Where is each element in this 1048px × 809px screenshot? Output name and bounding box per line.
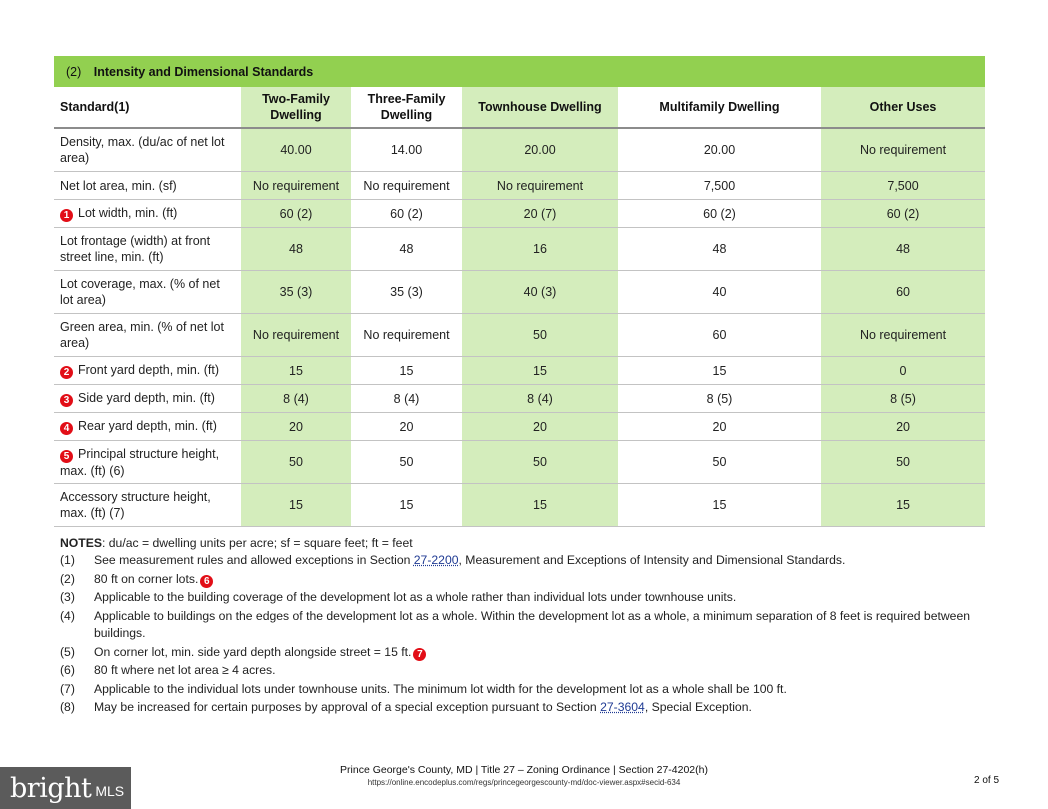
value-cell: 7,500 bbox=[821, 172, 985, 200]
note-label: (7) bbox=[60, 681, 75, 696]
marker-badge-icon: 2 bbox=[60, 366, 73, 379]
table-row bbox=[54, 200, 985, 228]
value-cell: 40.00 bbox=[241, 128, 351, 172]
footer-url[interactable]: https://online.encodeplus.com/regs/princegeorgescounty-md/doc-viewer.aspx#secid-634 bbox=[367, 778, 681, 787]
note-text: On corner lot, min. side yard depth alongside street = 15 ft. bbox=[94, 644, 412, 659]
note-label: (8) bbox=[60, 700, 75, 714]
value-cell: 8 (4) bbox=[462, 385, 618, 413]
table-row bbox=[54, 128, 985, 172]
value-cell: 50 bbox=[241, 441, 351, 484]
marker-badge-icon: 6 bbox=[200, 575, 213, 588]
value-cell: 8 (4) bbox=[351, 385, 462, 413]
value-cell: No requirement bbox=[821, 314, 985, 357]
value-cell: No requirement bbox=[351, 314, 462, 357]
value-cell: 40 bbox=[618, 271, 821, 314]
note-text: Applicable to buildings on the edges of the development lot as a whole. Within the development lot as a whole, a minimum separation of 8 feet is required between buildings. bbox=[94, 608, 970, 640]
value-cell: 20 bbox=[241, 413, 351, 441]
note-label: (2) bbox=[60, 571, 75, 586]
note-item bbox=[60, 571, 990, 589]
note-text-after: , Special Exception. bbox=[644, 700, 752, 714]
standard-cell bbox=[54, 172, 241, 200]
value-cell: 8 (5) bbox=[618, 385, 821, 413]
value-cell: 35 (3) bbox=[351, 271, 462, 314]
value-cell: 20 bbox=[821, 413, 985, 441]
section-title: Intensity and Dimensional Standards bbox=[93, 64, 314, 79]
notes-heading: NOTES bbox=[60, 536, 102, 550]
brightmls-watermark bbox=[0, 767, 131, 809]
value-cell: 15 bbox=[618, 484, 821, 527]
watermark-suffix: MLS bbox=[95, 782, 125, 799]
value-cell: 15 bbox=[241, 484, 351, 527]
standard-cell bbox=[54, 271, 241, 314]
standard-cell bbox=[54, 413, 241, 441]
value-cell: 60 (2) bbox=[618, 200, 821, 228]
value-cell: 15 bbox=[618, 357, 821, 385]
note-item bbox=[60, 681, 990, 699]
value-cell: 50 bbox=[462, 441, 618, 484]
table-row bbox=[54, 314, 985, 357]
standard-label: Lot frontage (width) at front street line, min. (ft) bbox=[60, 234, 211, 264]
value-cell: 50 bbox=[351, 441, 462, 484]
table-row bbox=[54, 357, 985, 385]
value-cell: 20 bbox=[618, 413, 821, 441]
note-item bbox=[60, 552, 990, 570]
watermark-brand: bright bbox=[10, 772, 92, 804]
marker-badge-icon: 5 bbox=[60, 450, 73, 463]
value-cell: No requirement bbox=[462, 172, 618, 200]
value-cell: 8 (4) bbox=[241, 385, 351, 413]
section-number: (2) bbox=[66, 64, 82, 79]
standard-label: Lot width, min. (ft) bbox=[78, 206, 178, 220]
note-text: See measurement rules and allowed exceptions in Section bbox=[94, 553, 414, 567]
note-text: 80 ft on corner lots. bbox=[94, 571, 199, 586]
standard-cell bbox=[54, 200, 241, 228]
column-header-standard: Standard(1) bbox=[54, 87, 241, 128]
value-cell: 60 (2) bbox=[351, 200, 462, 228]
standard-cell bbox=[54, 314, 241, 357]
note-item bbox=[60, 608, 990, 643]
notes-heading-text: : du/ac = dwelling units per acre; sf = square feet; ft = feet bbox=[101, 536, 413, 550]
value-cell: 15 bbox=[462, 357, 618, 385]
value-cell: 48 bbox=[241, 228, 351, 271]
value-cell: 48 bbox=[821, 228, 985, 271]
value-cell: 15 bbox=[351, 357, 462, 385]
value-cell: No requirement bbox=[351, 172, 462, 200]
section-link[interactable]: 27-3604 bbox=[600, 700, 645, 714]
footer-title: Prince George's County, MD | Title 27 – Zoning Ordinance | Section 27-4202(h) bbox=[340, 764, 708, 776]
value-cell: 60 bbox=[618, 314, 821, 357]
value-cell: 20 (7) bbox=[462, 200, 618, 228]
standard-label: Front yard depth, min. (ft) bbox=[78, 363, 220, 377]
value-cell: 20.00 bbox=[462, 128, 618, 172]
note-text-after: , Measurement and Exceptions of Intensity and Dimensional Standards. bbox=[458, 553, 846, 567]
value-cell: 14.00 bbox=[351, 128, 462, 172]
standard-cell bbox=[54, 441, 241, 484]
column-header-two-family: Two-Family Dwelling bbox=[241, 87, 351, 128]
standard-cell bbox=[54, 484, 241, 527]
column-header-multifamily: Multifamily Dwelling bbox=[618, 87, 821, 128]
table-row bbox=[54, 484, 985, 527]
marker-badge-icon: 1 bbox=[60, 209, 73, 222]
standard-cell bbox=[54, 228, 241, 271]
value-cell: 8 (5) bbox=[821, 385, 985, 413]
value-cell: 60 (2) bbox=[821, 200, 985, 228]
value-cell: 15 bbox=[351, 484, 462, 527]
section-link[interactable]: 27-2200 bbox=[413, 553, 459, 567]
value-cell: 50 bbox=[462, 314, 618, 357]
value-cell: 50 bbox=[821, 441, 985, 484]
standard-label: Lot coverage, max. (% of net lot area) bbox=[60, 277, 220, 307]
standard-cell bbox=[54, 357, 241, 385]
value-cell: 60 bbox=[821, 271, 985, 314]
table-row bbox=[54, 413, 985, 441]
standard-label: Green area, min. (% of net lot area) bbox=[60, 320, 224, 350]
value-cell: 35 (3) bbox=[241, 271, 351, 314]
note-text: Applicable to the building coverage of the development lot as a whole rather than individual lots under townhouse units. bbox=[94, 590, 737, 604]
note-label: (4) bbox=[60, 608, 75, 623]
note-text: May be increased for certain purposes by approval of a special exception pursuant to Section bbox=[94, 700, 601, 714]
notes-list bbox=[60, 552, 990, 717]
note-item bbox=[60, 589, 990, 607]
column-header-three-family: Three-Family Dwelling bbox=[351, 87, 462, 128]
value-cell: 20 bbox=[462, 413, 618, 441]
table-banner bbox=[54, 56, 985, 87]
value-cell: 48 bbox=[618, 228, 821, 271]
note-text: 80 ft where net lot area ≥ 4 acres. bbox=[94, 663, 276, 677]
marker-badge-icon: 7 bbox=[413, 648, 426, 661]
value-cell: No requirement bbox=[241, 172, 351, 200]
standard-cell bbox=[54, 128, 241, 172]
notes-heading-line bbox=[60, 534, 990, 552]
marker-badge-icon: 3 bbox=[60, 394, 73, 407]
note-text: Applicable to the individual lots under townhouse units. The minimum lot width for the development lot as a whole shall be 100 ft. bbox=[94, 681, 787, 696]
standard-label: Density, max. (du/ac of net lot area) bbox=[60, 135, 225, 165]
table-header-row bbox=[54, 87, 985, 128]
marker-badge-icon: 4 bbox=[60, 422, 73, 435]
value-cell: 40 (3) bbox=[462, 271, 618, 314]
note-label: (3) bbox=[60, 590, 75, 604]
value-cell: 60 (2) bbox=[241, 200, 351, 228]
value-cell: 15 bbox=[821, 484, 985, 527]
table-row bbox=[54, 441, 985, 484]
table-row bbox=[54, 385, 985, 413]
value-cell: 20 bbox=[351, 413, 462, 441]
standard-cell bbox=[54, 385, 241, 413]
value-cell: 20.00 bbox=[618, 128, 821, 172]
standard-label: Rear yard depth, min. (ft) bbox=[78, 419, 217, 433]
value-cell: No requirement bbox=[241, 314, 351, 357]
standard-label: Net lot area, min. (sf) bbox=[60, 178, 177, 193]
table-row bbox=[54, 172, 985, 200]
column-header-townhouse: Townhouse Dwelling bbox=[462, 87, 618, 128]
note-item bbox=[60, 699, 990, 717]
standard-label: Principal structure height, max. (ft) (6) bbox=[60, 446, 220, 478]
value-cell: 15 bbox=[462, 484, 618, 527]
intensity-dimensional-standards-table bbox=[54, 56, 985, 527]
note-item bbox=[60, 644, 990, 662]
value-cell: 48 bbox=[351, 228, 462, 271]
note-label: (1) bbox=[60, 553, 75, 567]
note-label: (5) bbox=[60, 644, 75, 659]
standard-label: Side yard depth, min. (ft) bbox=[78, 391, 215, 405]
notes-section bbox=[60, 534, 990, 718]
value-cell: No requirement bbox=[821, 128, 985, 172]
value-cell: 7,500 bbox=[618, 172, 821, 200]
note-item bbox=[60, 662, 990, 680]
table-row bbox=[54, 228, 985, 271]
value-cell: 15 bbox=[241, 357, 351, 385]
table-body bbox=[54, 128, 985, 527]
column-header-other-uses: Other Uses bbox=[821, 87, 985, 128]
value-cell: 16 bbox=[462, 228, 618, 271]
value-cell: 50 bbox=[618, 441, 821, 484]
value-cell: 0 bbox=[821, 357, 985, 385]
note-label: (6) bbox=[60, 663, 75, 677]
standard-label: Accessory structure height, max. (ft) (7) bbox=[60, 490, 211, 520]
table-row bbox=[54, 271, 985, 314]
page-count: 2 of 5 bbox=[974, 775, 1000, 786]
